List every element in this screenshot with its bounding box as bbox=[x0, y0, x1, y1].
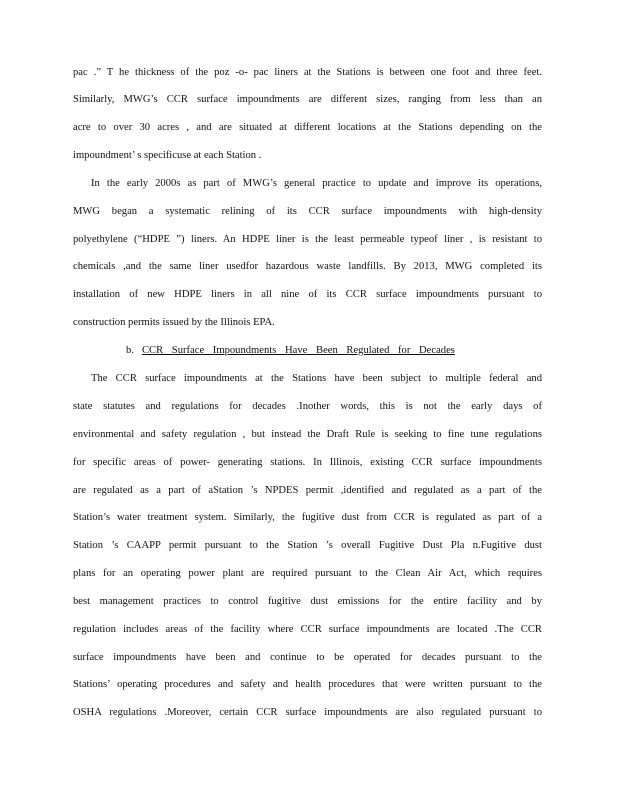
text-line: are regulated as a part of aStation ’s NPDES permit ,identified and regulated as a part of the bbox=[73, 485, 542, 496]
text-line: best management practices to control fugitive dust emissions for the entire facility and by bbox=[73, 596, 542, 607]
section-title: CCR Surface Impoundments Have Been Regulated for Decades bbox=[141, 345, 455, 356]
section-heading bbox=[126, 344, 455, 358]
text-line: MWG began a systematic relining of its CCR surface impoundments with high-density bbox=[73, 206, 542, 217]
text-line: surface impoundments have been and continue to be operated for decades pursuant to the bbox=[73, 652, 542, 663]
text-line: polyethylene (“HDPE ”) liners. An HDPE liner is the least permeable typeof liner , is resistant to bbox=[73, 234, 542, 245]
text-line: impoundment’ s specificuse at each Station . bbox=[73, 150, 262, 161]
text-line: plans for an operating power plant are required pursuant to the Clean Air Act, which requires bbox=[73, 568, 542, 579]
text-line: acre to over 30 acres , and are situated at different locations at the Stations depending on the bbox=[73, 122, 542, 133]
section-marker: b. bbox=[126, 345, 134, 356]
text-line: Station’s water treatment system. Similarly, the fugitive dust from CCR is regulated as part of a bbox=[73, 512, 542, 523]
text-line: environmental and safety regulation , but instead the Draft Rule is seeking to fine tune regulations bbox=[73, 429, 542, 440]
text-line: The CCR surface impoundments at the Stations have been subject to multiple federal and bbox=[91, 373, 542, 384]
text-line: installation of new HDPE liners in all nine of its CCR surface impoundments pursuant to bbox=[73, 289, 542, 300]
text-line: state statutes and regulations for decades .Inother words, this is not the early days of bbox=[73, 401, 542, 412]
text-line: Similarly, MWG’s CCR surface impoundments are different sizes, ranging from less than an bbox=[73, 94, 542, 105]
text-line: pac .” T he thickness of the poz -o- pac liners at the Stations is between one foot and three feet. bbox=[73, 67, 542, 78]
text-line: OSHA regulations .Moreover, certain CCR surface impoundments are also regulated pursuant to bbox=[73, 707, 542, 718]
text-line: regulation includes areas of the facility where CCR surface impoundments are located .The CCR bbox=[73, 624, 542, 635]
text-line: Stations’ operating procedures and safety and health procedures that were written pursuant to the bbox=[73, 679, 542, 690]
text-line: construction permits issued by the Illinois EPA. bbox=[73, 317, 275, 328]
text-line: chemicals ,and the same liner usedfor hazardous waste landfills. By 2013, MWG completed its bbox=[73, 261, 542, 272]
text-line: Station ’s CAAPP permit pursuant to the Station ’s overall Fugitive Dust Pla n.Fugitive dust bbox=[73, 540, 542, 551]
text-line: for specific areas of power- generating stations. In Illinois, existing CCR surface impoundments bbox=[73, 457, 542, 468]
text-line: In the early 2000s as part of MWG’s general practice to update and improve its operations, bbox=[91, 178, 542, 189]
